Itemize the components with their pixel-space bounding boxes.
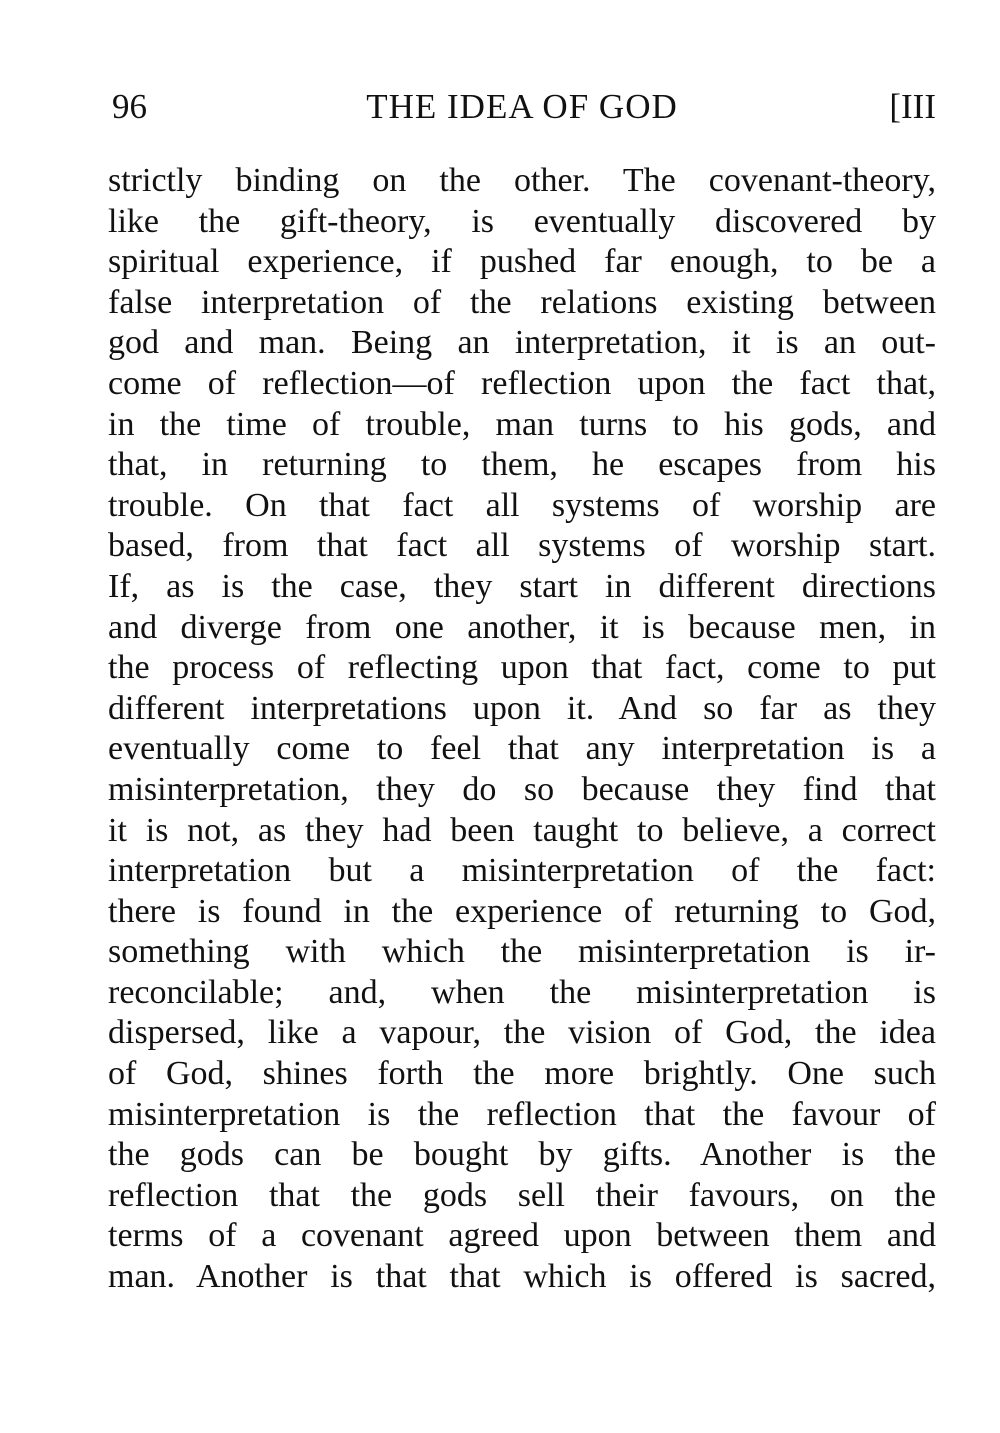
running-head [108,82,936,132]
text-line: spiritual experience, if pushed far enough, to be a [108,243,936,281]
text-line: misinterpretation, they do so because they find that [108,770,936,808]
text-line: and diverge from one another, it is because men, in [108,608,936,646]
text-line: If, as is the case, they start in different directions [108,567,936,605]
text-line: that, in returning to them, he escapes from his [108,446,936,484]
text-line: trouble. On that fact all systems of worship are [108,486,936,524]
text-line: based, from that fact all systems of worship start. [108,527,936,565]
page-number: 96 [112,87,147,126]
text-line: the gods can be bought by gifts. Another is the [108,1136,936,1174]
running-title: THE IDEA OF GOD [366,87,678,126]
text-line: man. Another is that that which is offered is sacred, [108,1258,936,1296]
text-line: reflection that the gods sell their favours, on the [108,1176,936,1214]
text-line: it is not, as they had been taught to believe, a correct [108,811,936,849]
text-line: something with which the misinterpretation is ir- [108,933,936,971]
text-line: reconcilable; and, when the misinterpretation is [108,973,936,1011]
text-line: come of reflection—of reflection upon the fact that, [108,364,936,402]
body-text [108,161,936,1298]
text-line: different interpretations upon it. And so far as they [108,689,936,727]
chapter-marker: [III [889,87,936,126]
text-line: terms of a covenant agreed upon between them and [108,1217,936,1255]
text-line: of God, shines forth the more brightly. One such [108,1055,936,1093]
text-line: eventually come to feel that any interpretation is a [108,730,936,768]
text-line: like the gift-theory, is eventually discovered by [108,202,936,240]
text-line: interpretation but a misinterpretation of the fact: [108,852,936,890]
text-line: god and man. Being an interpretation, it is an out- [108,324,936,362]
text-line: the process of reflecting upon that fact, come to put [108,649,936,687]
text-line: in the time of trouble, man turns to his gods, and [108,405,936,443]
text-line: strictly binding on the other. The covenant-theory, [108,162,936,199]
text-line: there is found in the experience of returning to God, [108,892,936,930]
text-line: false interpretation of the relations existing between [108,283,936,321]
text-line: misinterpretation is the reflection that the favour of [108,1095,936,1133]
text-line: dispersed, like a vapour, the vision of God, the idea [108,1014,936,1052]
